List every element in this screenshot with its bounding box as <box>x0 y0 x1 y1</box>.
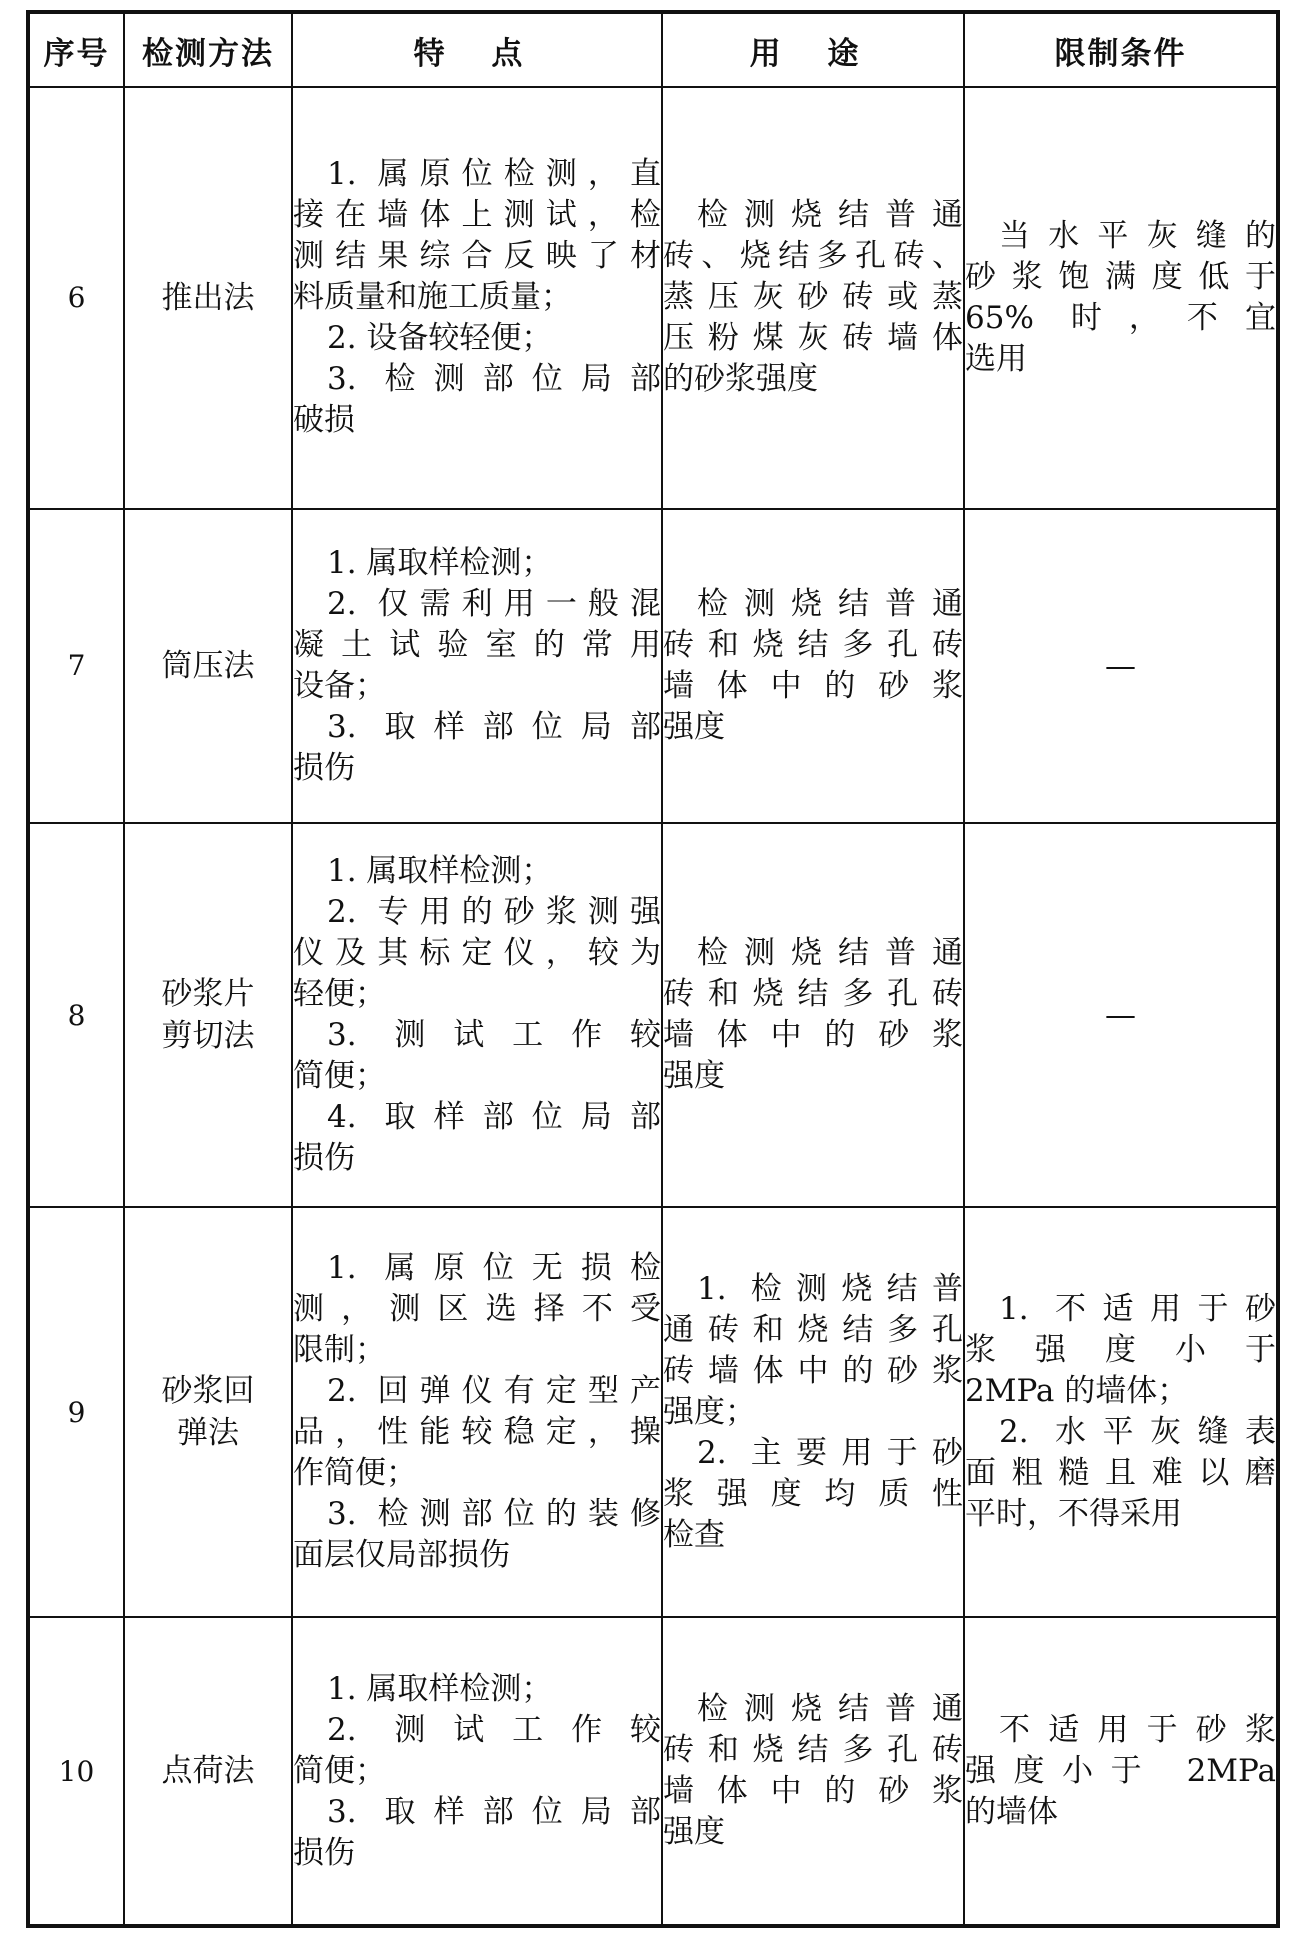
table-body <box>28 87 1278 1926</box>
cell-method <box>124 509 292 823</box>
cell-seq: 9 <box>28 1207 124 1617</box>
usage-line: 2. 主要用于砂 <box>697 1434 963 1471</box>
header-method: 检测方法 <box>124 12 292 87</box>
cell-limits <box>964 1207 1278 1617</box>
cell-seq: 6 <box>28 87 124 509</box>
features-line: 仪及其标定仪，较为 <box>293 935 661 972</box>
limits-line: 强度小于 2MPa <box>965 1752 1276 1789</box>
limits-line: 浆强度小于 <box>965 1332 1276 1369</box>
features-line: 料质量和施工质量； <box>293 279 572 316</box>
cell-limits: — <box>964 509 1278 823</box>
features-line: 1. 属原位无损检 <box>327 1250 661 1287</box>
cell-limits: — <box>964 823 1278 1207</box>
limits-line: 2. 水平灰缝表 <box>999 1414 1276 1451</box>
features-line: 2. 测试工作较 <box>327 1711 661 1748</box>
usage-line: 检测烧结普通 <box>697 585 963 622</box>
features-line: 3. 检测部位的装修 <box>327 1496 661 1533</box>
features-line: 3. 取样部位局部 <box>327 708 661 745</box>
usage-line: 强度 <box>663 1058 725 1095</box>
usage-line: 砖和烧结多孔砖 <box>663 1732 963 1769</box>
cell-limits <box>964 87 1278 509</box>
cell-features <box>292 509 662 823</box>
cell-seq: 8 <box>28 823 124 1207</box>
features-line: 轻便； <box>293 976 386 1013</box>
usage-line: 蒸压灰砂砖或蒸 <box>663 279 963 316</box>
cell-features <box>292 823 662 1207</box>
features-line: 损伤 <box>293 749 355 786</box>
method-line: 点荷法 <box>161 1753 255 1790</box>
features-line: 损伤 <box>293 1140 355 1177</box>
limits-line: 不适用于砂浆 <box>999 1711 1276 1748</box>
usage-line: 检测烧结普通 <box>697 935 963 972</box>
usage-line: 检查 <box>663 1516 725 1553</box>
limits-line: 选用 <box>965 340 1027 377</box>
cell-usage <box>662 87 964 509</box>
method-line: 砂浆片 <box>161 976 255 1013</box>
usage-line: 压粉煤灰砖墙体 <box>663 320 963 357</box>
table-row <box>28 87 1278 509</box>
table-row <box>28 823 1278 1207</box>
cell-usage <box>662 1207 964 1617</box>
features-line: 1. 属原位检测，直 <box>327 156 661 193</box>
features-line: 1. 属取样检测； <box>327 544 553 581</box>
cell-limits <box>964 1617 1278 1926</box>
cell-usage <box>662 509 964 823</box>
features-line: 4. 取样部位局部 <box>327 1099 661 1136</box>
features-line: 设备； <box>293 667 386 704</box>
features-line: 破损 <box>293 402 355 439</box>
cell-seq: 10 <box>28 1617 124 1926</box>
features-line: 2. 设备较轻便； <box>327 320 553 357</box>
usage-line: 强度 <box>663 708 725 745</box>
usage-line: 检测烧结普通 <box>697 197 963 234</box>
usage-line: 砖、烧结多孔砖、 <box>663 238 963 275</box>
limits-line: 平时，不得采用 <box>965 1496 1182 1533</box>
features-line: 作简便； <box>293 1455 417 1492</box>
usage-line: 强度； <box>663 1393 756 1430</box>
usage-line: 通砖和烧结多孔 <box>663 1311 963 1348</box>
method-line: 弹法 <box>177 1415 239 1452</box>
header-features: 特 点 <box>292 12 662 87</box>
limits-line: 2MPa 的墙体； <box>965 1373 1189 1410</box>
header-row <box>28 12 1278 87</box>
limits-line: 65% 时，不宜 <box>965 299 1276 336</box>
features-line: 测，测区选择不受 <box>293 1291 661 1328</box>
features-line: 凝土试验室的常用 <box>293 626 661 663</box>
limits-line: 当水平灰缝的 <box>999 217 1276 254</box>
masonry-mortar-test-methods-table <box>26 10 1280 1928</box>
features-line: 3. 检测部位局部 <box>327 361 661 398</box>
features-line: 1. 属取样检测； <box>327 853 553 890</box>
cell-features <box>292 87 662 509</box>
cell-usage <box>662 1617 964 1926</box>
features-line: 3. 测试工作较 <box>327 1017 661 1054</box>
limits-line: 面粗糙且难以磨 <box>965 1455 1276 1492</box>
header-usage: 用 途 <box>662 12 964 87</box>
method-line: 剪切法 <box>161 1018 255 1055</box>
usage-line: 砖墙体中的砂浆 <box>663 1352 963 1389</box>
table-row <box>28 509 1278 823</box>
cell-features <box>292 1617 662 1926</box>
usage-line: 砖和烧结多孔砖 <box>663 976 963 1013</box>
usage-line: 砖和烧结多孔砖 <box>663 626 963 663</box>
features-line: 1. 属取样检测； <box>327 1670 553 1707</box>
usage-line: 检测烧结普通 <box>697 1691 963 1728</box>
header-seq: 序号 <box>28 12 124 87</box>
table-row <box>28 1207 1278 1617</box>
usage-line: 1. 检测烧结普 <box>697 1270 963 1307</box>
usage-line: 浆强度均质性 <box>663 1475 963 1512</box>
features-line: 2. 专用的砂浆测强 <box>327 894 661 931</box>
method-line: 筒压法 <box>161 647 255 684</box>
usage-line: 强度 <box>663 1814 725 1851</box>
cell-seq: 7 <box>28 509 124 823</box>
cell-method <box>124 87 292 509</box>
features-line: 简便； <box>293 1058 386 1095</box>
header-limits: 限制条件 <box>964 12 1278 87</box>
features-line: 面层仅局部损伤 <box>293 1537 510 1574</box>
features-line: 品，性能较稳定，操 <box>293 1414 661 1451</box>
usage-line: 墙体中的砂浆 <box>663 1773 963 1810</box>
limits-line: 1. 不适用于砂 <box>999 1291 1276 1328</box>
features-line: 2. 仅需利用一般混 <box>327 585 661 622</box>
features-line: 2. 回弹仪有定型产 <box>327 1373 661 1410</box>
features-line: 3. 取样部位局部 <box>327 1793 661 1830</box>
limits-line: 砂浆饱满度低于 <box>965 258 1276 295</box>
usage-line: 的砂浆强度 <box>663 361 818 398</box>
limits-line: 的墙体 <box>965 1793 1058 1830</box>
features-line: 简便； <box>293 1752 386 1789</box>
cell-method <box>124 1617 292 1926</box>
cell-method <box>124 823 292 1207</box>
features-line: 接在墙体上测试，检 <box>293 197 661 234</box>
features-line: 测结果综合反映了材 <box>293 238 661 275</box>
method-line: 推出法 <box>161 279 255 316</box>
usage-line: 墙体中的砂浆 <box>663 1017 963 1054</box>
features-line: 损伤 <box>293 1834 355 1871</box>
table-row <box>28 1617 1278 1926</box>
features-line: 限制； <box>293 1332 386 1369</box>
usage-line: 墙体中的砂浆 <box>663 667 963 704</box>
cell-usage <box>662 823 964 1207</box>
cell-method <box>124 1207 292 1617</box>
method-line: 砂浆回 <box>161 1373 255 1410</box>
cell-features <box>292 1207 662 1617</box>
